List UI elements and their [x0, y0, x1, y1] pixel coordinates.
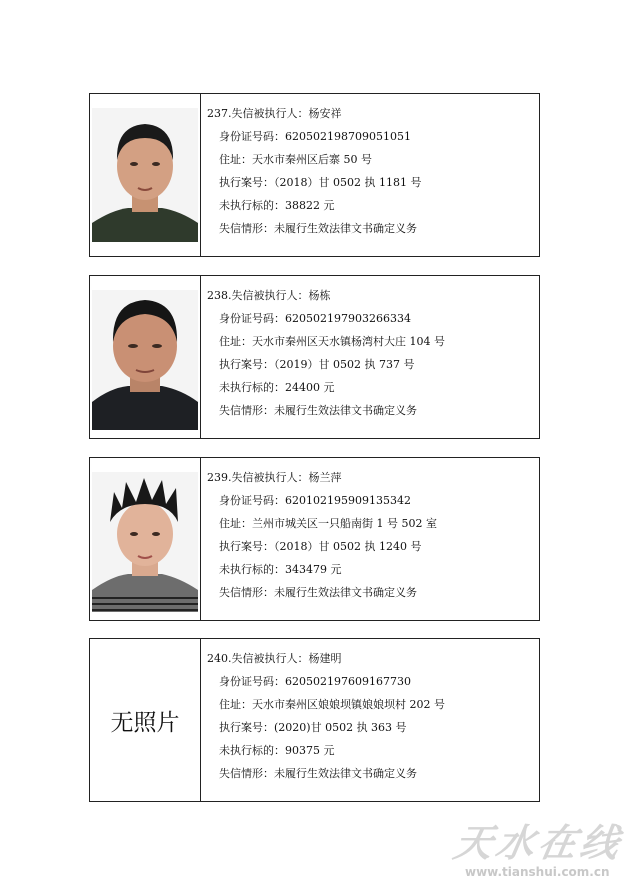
record-card: [89, 93, 540, 257]
record-info: [201, 94, 421, 256]
record-info: [201, 276, 445, 438]
address: 住址：天水市秦州区娘娘坝镇娘娘坝村 202 号: [219, 698, 445, 711]
outstanding-amount: 未执行标的：38822 元: [219, 199, 335, 212]
id-number: 身份证号码：620102195909135342: [219, 494, 411, 507]
record-card: [89, 638, 540, 802]
id-number: 身份证号码：620502197903266334: [219, 312, 411, 325]
address: 住址：天水市秦州区天水镇杨湾村大庄 104 号: [219, 335, 445, 348]
record-info: [201, 458, 437, 620]
id-number: 身份证号码：620502197609167730: [219, 675, 411, 688]
outstanding-amount: 未执行标的：343479 元: [219, 563, 342, 576]
photo: [90, 94, 201, 256]
record-title: 238.失信被执行人：杨栋: [207, 289, 331, 302]
id-number: 身份证号码：620502198709051051: [219, 130, 411, 143]
address: 住址：兰州市城关区一只船南街 1 号 502 室: [219, 517, 437, 530]
case-number: 执行案号：（2019）甘 0502 执 737 号: [219, 358, 415, 371]
default-status: 失信情形：未履行生效法律文书确定义务: [219, 404, 417, 417]
watermark-title: 天水在线: [450, 821, 627, 865]
record-card: [89, 457, 540, 621]
record-title: 239.失信被执行人：杨兰萍: [207, 471, 342, 484]
default-status: 失信情形：未履行生效法律文书确定义务: [219, 222, 417, 235]
record-info: [201, 639, 445, 801]
record-title: 237.失信被执行人：杨安祥: [207, 107, 342, 120]
default-status: 失信情形：未履行生效法律文书确定义务: [219, 586, 417, 599]
portrait-image: [92, 290, 198, 430]
outstanding-amount: 未执行标的：90375 元: [219, 744, 335, 757]
default-status: 失信情形：未履行生效法律文书确定义务: [219, 767, 417, 780]
address: 住址：天水市秦州区后寨 50 号: [219, 153, 372, 166]
record-card: [89, 275, 540, 439]
case-number: 执行案号：（2018）甘 0502 执 1240 号: [219, 540, 422, 553]
site-watermark: [450, 812, 627, 882]
no-photo-placeholder: 无照片: [90, 639, 201, 801]
photo: [90, 276, 201, 438]
portrait-image: [92, 472, 198, 612]
record-title: 240.失信被执行人：杨建明: [207, 652, 342, 665]
portrait-image: [92, 108, 198, 242]
case-number: 执行案号：（2018）甘 0502 执 1181 号: [219, 176, 422, 189]
case-number: 执行案号：(2020)甘 0502 执 363 号: [219, 721, 407, 734]
photo: [90, 458, 201, 620]
watermark-url: www.tianshui.com.cn: [465, 865, 610, 879]
outstanding-amount: 未执行标的：24400 元: [219, 381, 335, 394]
